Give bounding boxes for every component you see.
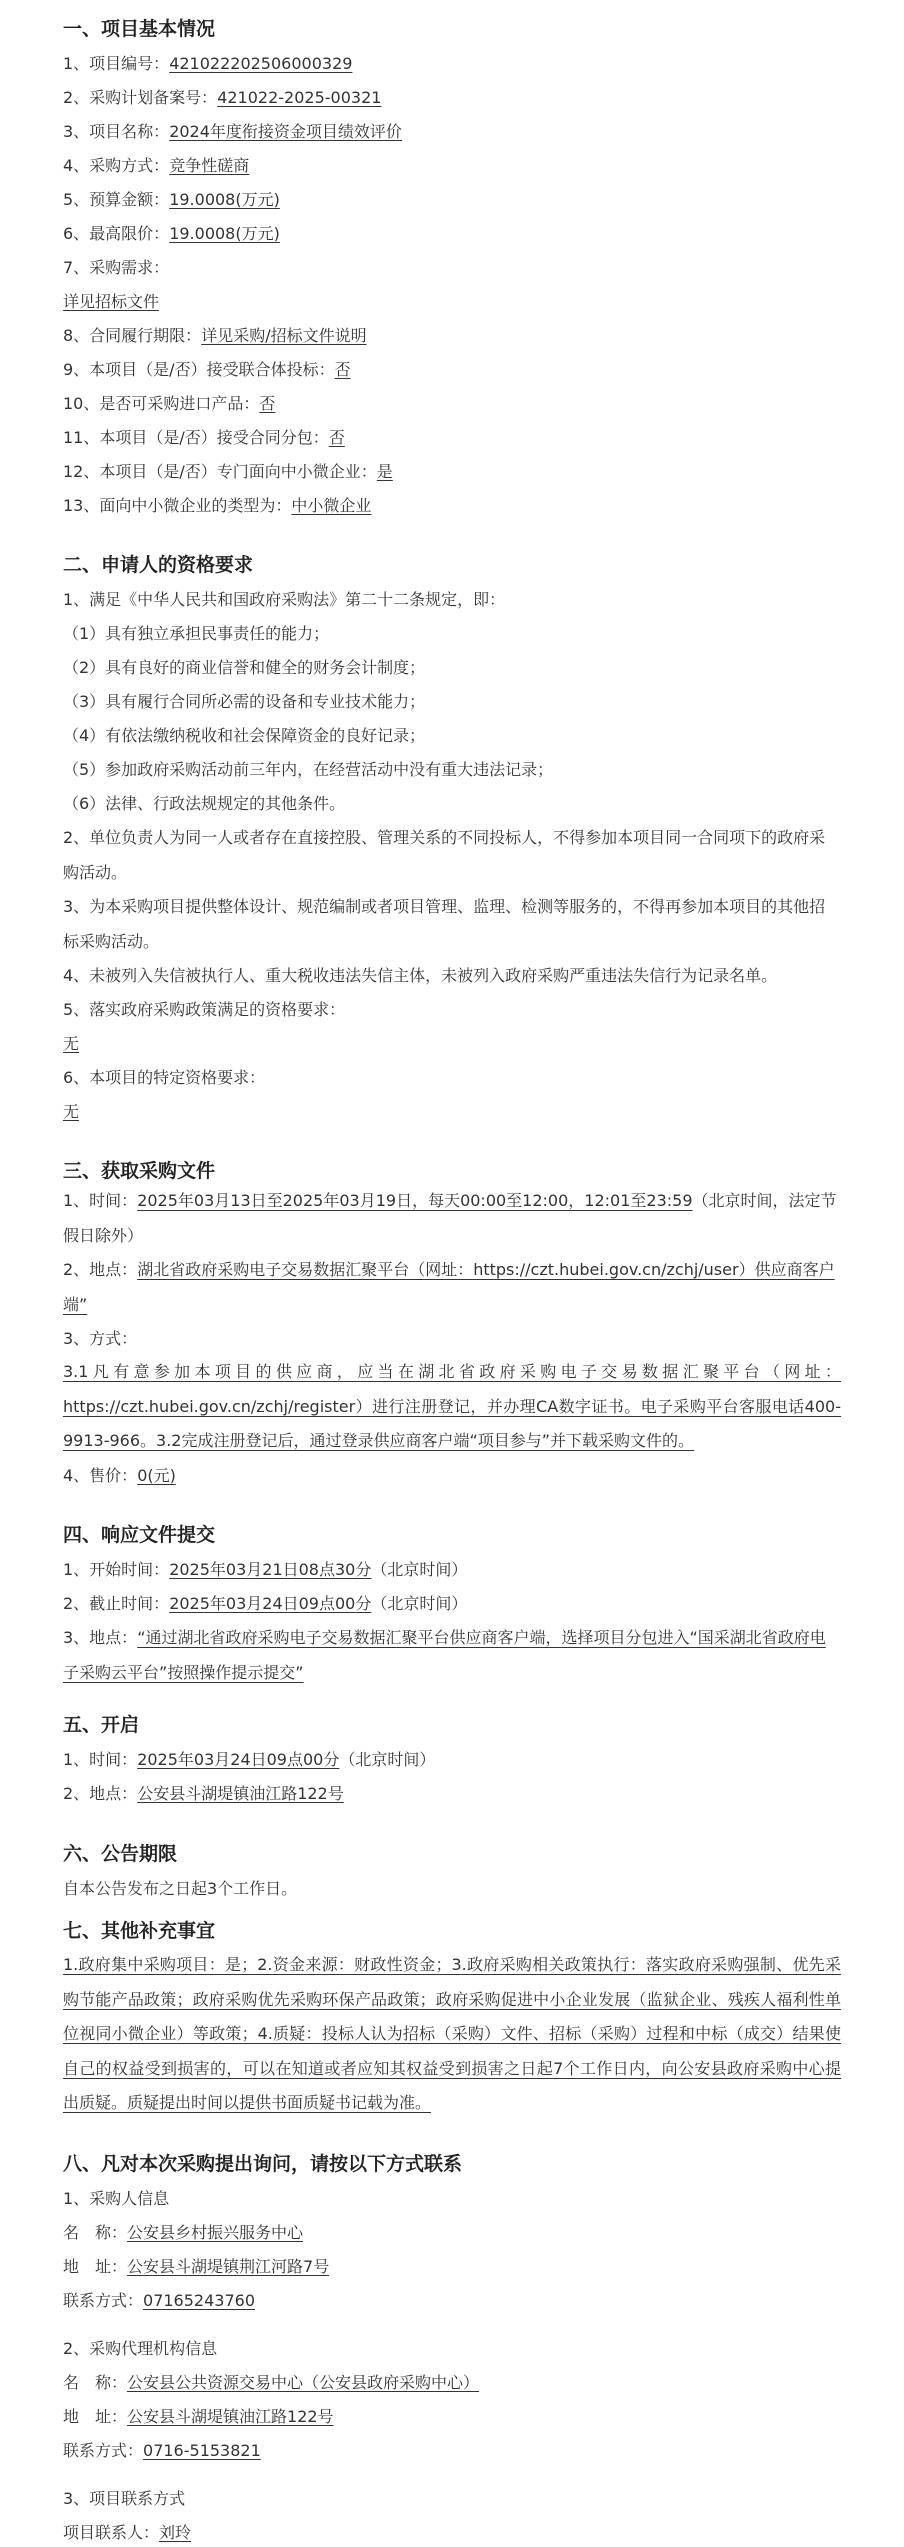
project-number: 1、项目编号：421022202506000329 — [63, 54, 353, 73]
agent-phone: 联系方式：0716-5153821 — [63, 2441, 261, 2460]
requirement-2: 2、单位负责人为同一人或者存在直接控股、管理关系的不同投标人，不得参加本项目同一合同项下的政府采购活动。 — [63, 828, 826, 882]
requirement-5: 5、落实政府采购政策满足的资格要求： — [63, 1000, 346, 1019]
requirement-1-sub-6: （6）法律、行政法规规定的其他条件。 — [63, 794, 346, 813]
budget-amount: 5、预算金额：19.0008(万元) — [63, 190, 280, 209]
supplementary-info: 1.政府集中采购项目：是；2.资金来源：财政性资金；3.政府采购相关政策执行：落实政府采购强制、优先采购节能产品政策；政府采购优先采购环保产品政策；政府采购促进中小企业发展（监狱企业、残疾人福利性单位视同小微企业）等政策；4.质疑：投标人认为招标（采购）文件、招标（采购）过程和中标（成交）结果使自己的权益受到损害的，可以在知道或者应知其权益受到损害之日起7个工作日内，向公安县政府采购中心提出质疑。质疑提出时间以提供书面质疑书记载为准。 — [63, 1955, 841, 2112]
document-time: 1、时间：2025年03月13日至2025年03月19日，每天00:00至12:00，12:01至23:59（北京时间，法定节假日除外） — [63, 1191, 837, 1245]
document-method-label: 3、方式： — [63, 1329, 138, 1348]
buyer-phone: 联系方式：07165243760 — [63, 2291, 255, 2310]
contract-period: 8、合同履行期限：详见采购/招标文件说明 — [63, 326, 367, 345]
buyer-info-heading: 1、采购人信息 — [63, 2189, 170, 2208]
submit-end-time: 2、截止时间：2025年03月24日09点00分（北京时间） — [63, 1594, 468, 1613]
requirement-6: 6、本项目的特定资格要求： — [63, 1068, 266, 1087]
project-contact-person: 项目联系人：刘玲 — [63, 2523, 192, 2542]
notice-period: 自本公告发布之日起3个工作日。 — [63, 1879, 298, 1898]
document-price: 4、售价：0(元) — [63, 1466, 176, 1485]
section-5-title: 五、开启 — [63, 1714, 140, 1736]
consortium-allowed: 9、本项目（是/否）接受联合体投标：否 — [63, 360, 351, 379]
agent-address: 地 址：公安县斗湖堤镇油江路122号 — [63, 2407, 334, 2426]
section-4-title: 四、响应文件提交 — [63, 1524, 216, 1546]
sme-type: 13、面向中小微企业的类型为：中小微企业 — [63, 496, 372, 515]
buyer-address: 地 址：公安县斗湖堤镇荆江河路7号 — [63, 2257, 330, 2276]
procurement-needs-label: 7、采购需求： — [63, 258, 170, 277]
requirement-3: 3、为本采购项目提供整体设计、规范编制或者项目管理、监理、检测等服务的，不得再参加本项目的其他招标采购活动。 — [63, 897, 826, 951]
requirement-1-sub-1: （1）具有独立承担民事责任的能力； — [63, 624, 330, 643]
agent-name: 名 称：公安县公共资源交易中心（公安县政府采购中心） — [63, 2373, 480, 2392]
project-contact-heading: 3、项目联系方式 — [63, 2489, 186, 2508]
section-2-title: 二、申请人的资格要求 — [63, 554, 254, 576]
agent-info-heading: 2、采购代理机构信息 — [63, 2339, 218, 2358]
section-7-title: 七、其他补充事宜 — [63, 1920, 216, 1942]
submit-start-time: 1、开始时间：2025年03月21日08点30分（北京时间） — [63, 1560, 468, 1579]
procurement-method: 4、采购方式：竞争性磋商 — [63, 156, 250, 175]
procurement-needs-value: 详见招标文件 — [63, 292, 160, 311]
requirement-1-sub-2: （2）具有良好的商业信誉和健全的财务会计制度； — [63, 658, 426, 677]
requirement-6-value: 无 — [63, 1102, 80, 1121]
requirement-1: 1、满足《中华人民共和国政府采购法》第二十二条规定，即： — [63, 590, 506, 609]
section-6-title: 六、公告期限 — [63, 1843, 178, 1865]
sme-only: 12、本项目（是/否）专门面向中小微企业：是 — [63, 462, 393, 481]
requirement-4: 4、未被列入失信被执行人、重大税收违法失信主体，未被列入政府采购严重违法失信行为记录名单。 — [63, 966, 778, 985]
plan-record-number: 2、采购计划备案号：421022-2025-00321 — [63, 88, 382, 107]
document-place: 2、地点：湖北省政府采购电子交易数据汇聚平台（网址：https://czt.hubei.gov.cn/zchj/user）供应商客户端” — [63, 1260, 835, 1314]
requirement-1-sub-4: （4）有依法缴纳税收和社会保障资金的良好记录； — [63, 726, 426, 745]
import-allowed: 10、是否可采购进口产品：否 — [63, 394, 276, 413]
requirement-1-sub-5: （5）参加政府采购活动前三年内，在经营活动中没有重大违法记录； — [63, 760, 554, 779]
submit-place: 3、地点：“通过湖北省政府采购电子交易数据汇聚平台供应商客户端，选择项目分包进入“国采湖北省政府电子采购云平台”按照操作提示提交” — [63, 1628, 826, 1682]
project-name: 3、项目名称：2024年度衔接资金项目绩效评价 — [63, 122, 402, 141]
section-8-title: 八、凡对本次采购提出询问，请按以下方式联系 — [63, 2153, 463, 2175]
requirement-1-sub-3: （3）具有履行合同所必需的设备和专业技术能力； — [63, 692, 426, 711]
max-price: 6、最高限价：19.0008(万元) — [63, 224, 280, 243]
document-method: 3.1凡有意参加本项目的供应商，应当在湖北省政府采购电子交易数据汇聚平台（网址：https://czt.hubei.gov.cn/zchj/register）进行注册登记，并办理CA数字证书。电子采购平台客服电话400-9913-966。3.2完成注册登记后，通过登录供应商客户端“项目参与”并下载采购文件的。 — [63, 1362, 841, 1450]
requirement-5-value: 无 — [63, 1034, 80, 1053]
opening-place: 2、地点：公安县斗湖堤镇油江路122号 — [63, 1784, 344, 1803]
buyer-name: 名 称：公安县乡村振兴服务中心 — [63, 2223, 304, 2242]
subcontract-allowed: 11、本项目（是/否）接受合同分包：否 — [63, 428, 345, 447]
section-1-title: 一、项目基本情况 — [63, 18, 216, 40]
opening-time: 1、时间：2025年03月24日09点00分（北京时间） — [63, 1750, 436, 1769]
section-3-title: 三、获取采购文件 — [63, 1160, 216, 1182]
